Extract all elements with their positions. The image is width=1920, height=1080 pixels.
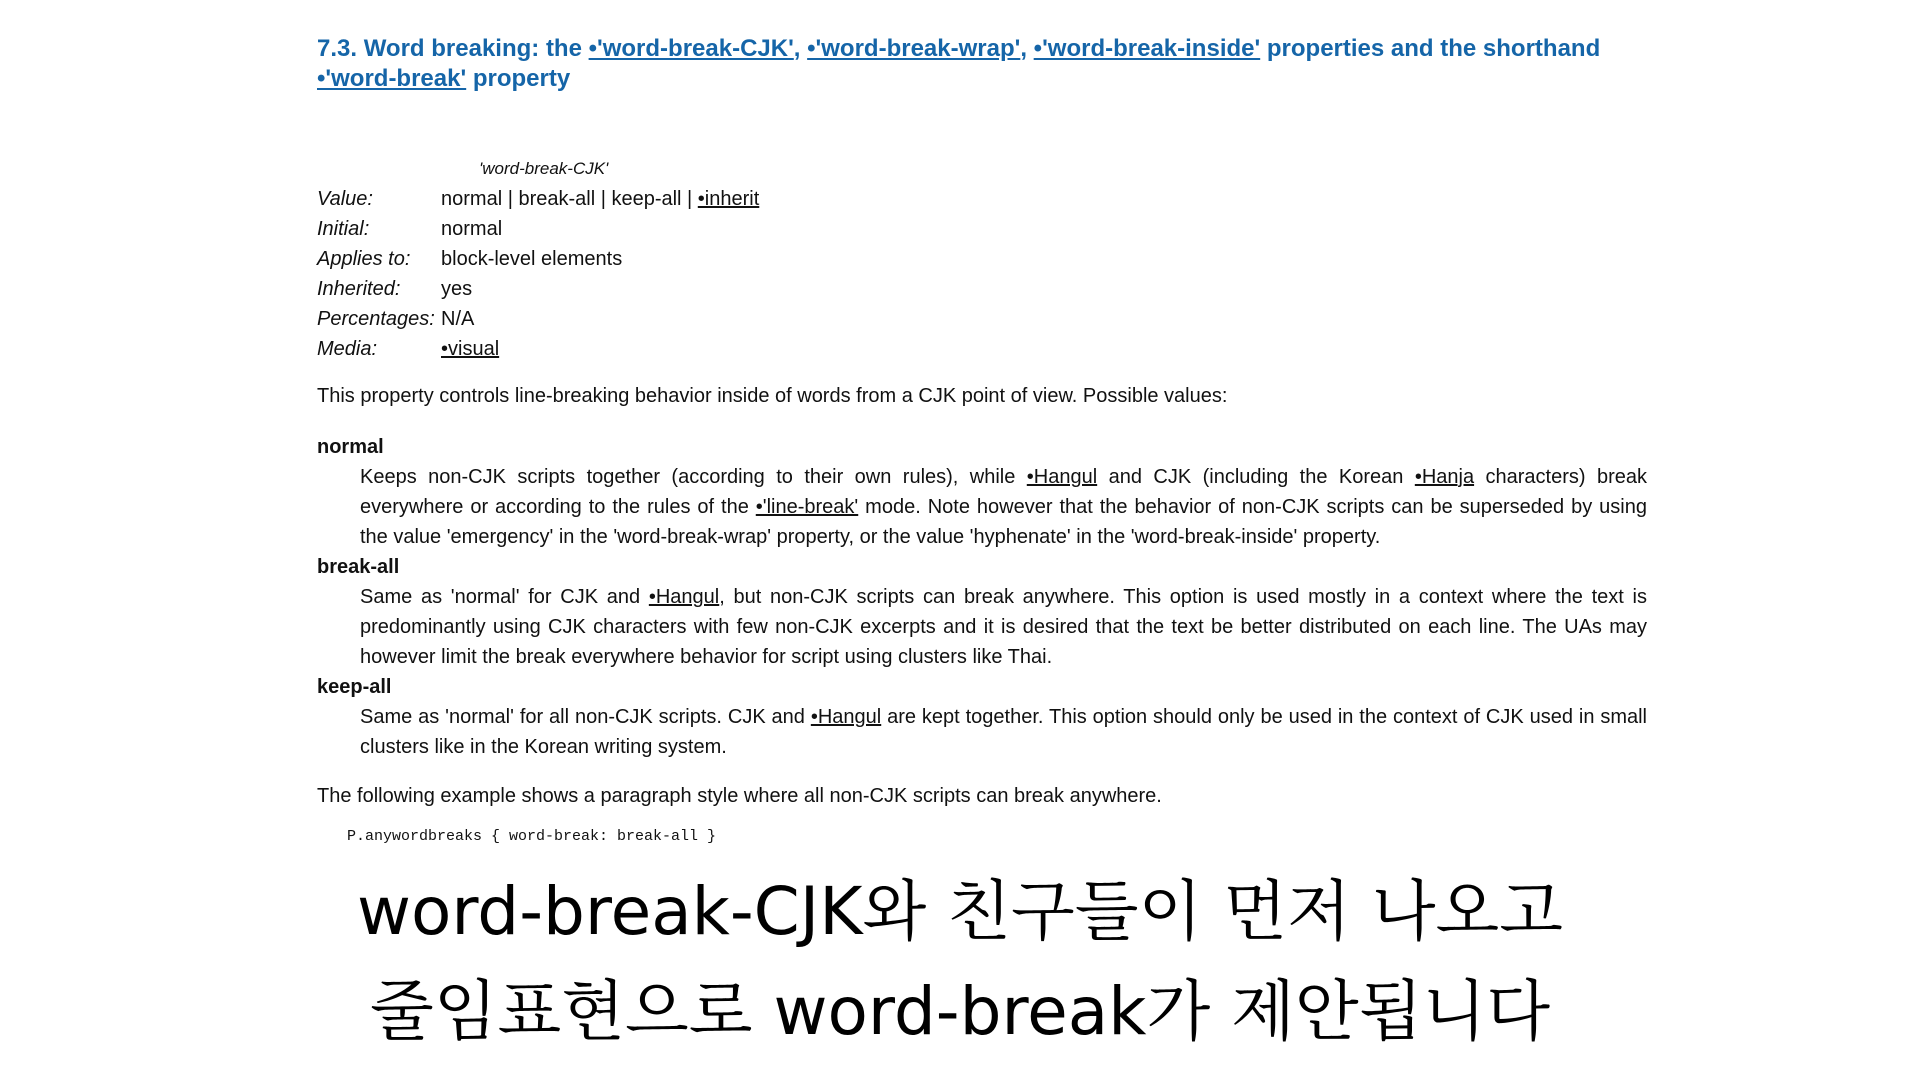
property-definition-table (317, 184, 759, 364)
desc-text: are kept together. This option should only be used in the context of CJK used in small clusters like in the Korean writing system. (360, 706, 1647, 758)
value-term-break-all: break-all (317, 556, 400, 578)
section-heading (317, 34, 1647, 94)
link-word-break-cjk[interactable]: •'word-break-CJK' (588, 35, 794, 62)
caption-line-2: 줄임표현으로 word-break가 제안됩니다 (370, 973, 1550, 1050)
desc-text: , but non-CJK scripts can break anywhere. This option is used mostly in a context where the text is predominantly using CJK characters with few non-CJK excerpts and it is desired that the text be better distributed on each line. The UAs may however limit the break everywhere behavior for script using clusters like Thai. (360, 586, 1647, 668)
value-label: Value: (317, 188, 373, 210)
value-desc-keep-all (360, 702, 1647, 762)
inherited-label: Inherited: (317, 278, 401, 300)
caption-line-1: word-break-CJK와 친구들이 먼저 나오고 (356, 873, 1564, 950)
link-hangul[interactable]: •Hangul (648, 586, 720, 608)
table-row (317, 184, 759, 214)
percentages-label: Percentages: (317, 308, 435, 330)
property-name: 'word-break-CJK' (479, 159, 609, 178)
value-desc-normal (360, 462, 1647, 552)
values-list (317, 432, 1647, 762)
table-row (317, 244, 759, 274)
applies-label: Applies to: (317, 248, 411, 270)
link-inherit[interactable]: •inherit (697, 188, 760, 210)
desc-text: Keeps non-CJK scripts together (according to their own rules), while (360, 466, 1027, 488)
example-paragraph: The following example shows a paragraph style where all non-CJK scripts can break anywhere. (317, 785, 1162, 807)
spec-excerpt (317, 34, 1647, 848)
link-word-break-inside[interactable]: •'word-break-inside' (1033, 35, 1261, 62)
table-row (317, 274, 759, 304)
applies-value: block-level elements (441, 248, 623, 270)
media-label: Media: (317, 338, 378, 360)
value-desc-break-all (360, 582, 1647, 672)
link-hanja[interactable]: •Hanja (1414, 466, 1475, 488)
heading-middle: properties and the shorthand (1260, 35, 1601, 62)
media-cell (441, 334, 759, 364)
heading-prefix: 7.3. Word breaking: the (317, 35, 589, 62)
heading-suffix: property (466, 65, 571, 92)
desc-text: and CJK (including the Korean (1097, 466, 1415, 488)
link-word-break-wrap[interactable]: •'word-break-wrap' (807, 35, 1021, 62)
link-hangul[interactable]: •Hangul (1026, 466, 1098, 488)
link-line-break[interactable]: •'line-break' (755, 496, 859, 518)
value-term-keep-all: keep-all (317, 676, 392, 698)
desc-text: Same as 'normal' for CJK and (360, 586, 649, 608)
inherited-value: yes (441, 278, 473, 300)
desc-text: mode. Note however that the behavior of non-CJK scripts can be superseded by using the value 'emergency' in the 'word-break-wrap' property, or the value 'hyphenate' in the 'word-break-inside' property. (360, 496, 1647, 548)
link-word-break[interactable]: •'word-break' (317, 65, 467, 92)
slide-caption (0, 862, 1920, 1062)
initial-label: Initial: (317, 218, 370, 240)
desc-text: characters) break everywhere or according to the rules of the (360, 466, 1647, 518)
value-term-normal: normal (317, 436, 384, 458)
table-row (317, 214, 759, 244)
desc-text: Same as 'normal' for all non-CJK scripts. CJK and (360, 706, 811, 728)
initial-value: normal (441, 218, 503, 240)
table-row (317, 334, 759, 364)
link-hangul[interactable]: •Hangul (810, 706, 882, 728)
heading-separator: , (793, 35, 808, 62)
code-example: P.anywordbreaks { word-break: break-all } (347, 828, 717, 845)
value-text: normal | break-all | keep-all | (441, 188, 698, 210)
table-row (317, 304, 759, 334)
value-cell (441, 184, 759, 214)
heading-separator: , (1020, 35, 1034, 62)
intro-paragraph: This property controls line-breaking behavior inside of words from a CJK point of view. Possible values: (317, 385, 1228, 407)
link-visual[interactable]: •visual (441, 338, 500, 360)
percentages-value: N/A (441, 308, 475, 330)
